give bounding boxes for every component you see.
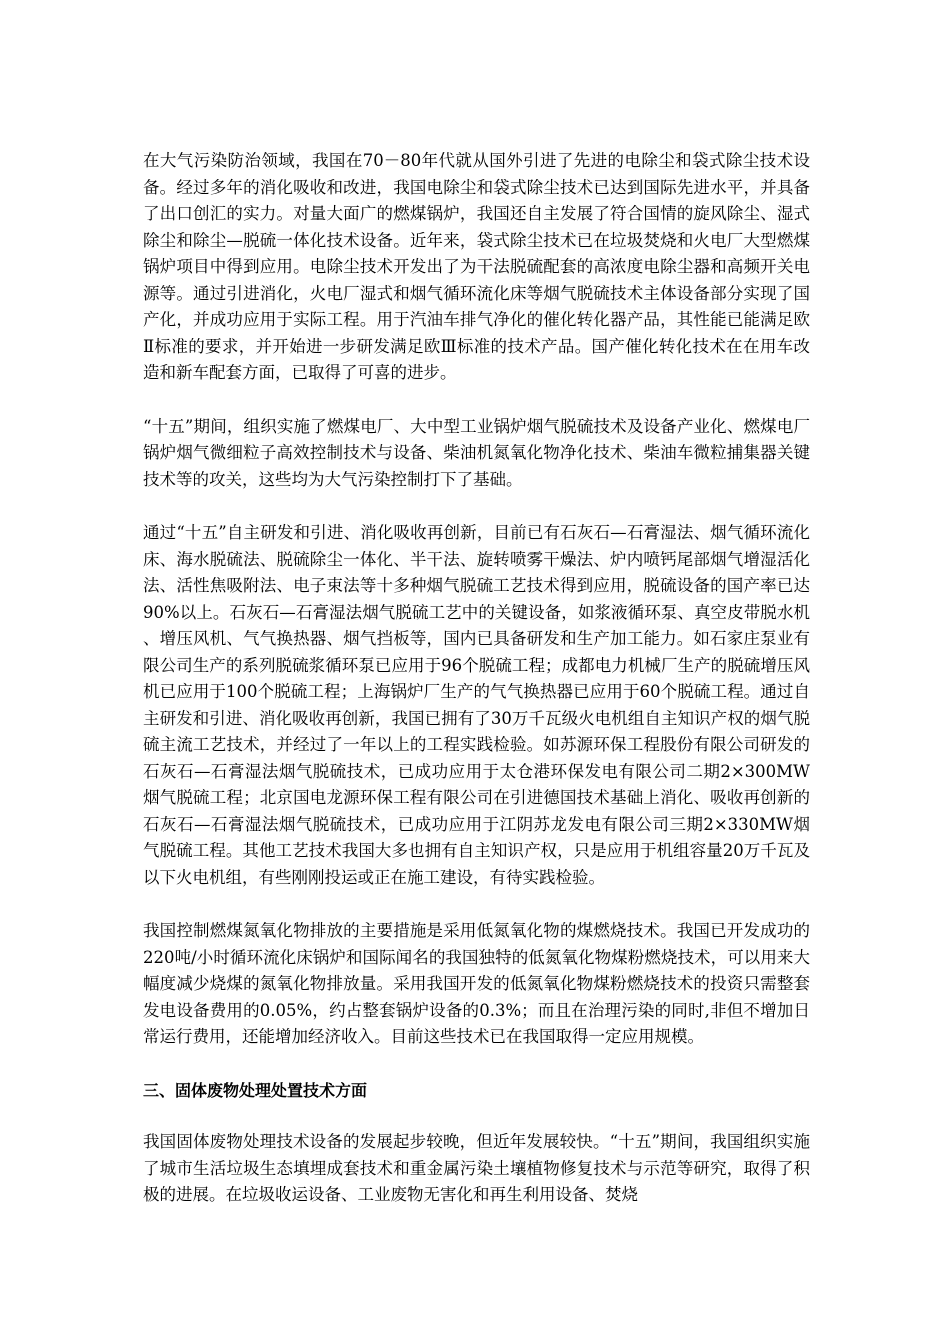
paragraph-nitrogen-oxide-control: 我国控制燃煤氮氧化物排放的主要措施是采用低氮氧化物的煤燃烧技术。我国已开发成功的220吨/小时循环流化床锅炉和国际闻名的我国独特的低氮氧化物煤粉燃烧技术，可以用来大幅度减少烧煤的氮氧化物排放量。采用我国开发的低氮氧化物煤粉燃烧技术的投资只需整套发电设备费用的0.05%，约占整套锅炉设备的0.3%；而且在治理污染的同时,非但不增加日常运行费用，还能增加经济收入。目前这些技术已在我国取得一定应用规模。: [143, 921, 810, 1046]
paragraph-tenth-five-year-plan: “十五”期间，组织实施了燃煤电厂、大中型工业锅炉烟气脱硫技术及设备产业化、燃煤电厂锅炉烟气微细粒子高效控制技术与设备、柴油机氮氧化物净化技术、柴油车微粒捕集器关键技术等的攻关，这些均为大气污染控制打下了基础。: [143, 416, 810, 489]
paragraph-desulfurization-technology: 通过“十五”自主研发和引进、消化吸收再创新，目前已有石灰石—石膏湿法、烟气循环流化床、海水脱硫法、脱硫除尘一体化、半干法、旋转喷雾干燥法、炉内喷钙尾部烟气增湿活化法、活性焦吸附法、电子束法等十多种烟气脱硫工艺技术得到应用，脱硫设备的国产率已达90%以上。石灰石—石膏湿法烟气脱硫工艺中的关键设备，如浆液循环泵、真空皮带脱水机、增压风机、气气换热器、烟气挡板等，国内已具备研发和生产加工能力。如石家庄泵业有限公司生产的系列脱硫浆循环泵已应用于96个脱硫工程；成都电力机械厂生产的脱硫增压风机已应用于100个脱硫工程；上海锅炉厂生产的气气换热器已应用于60个脱硫工程。通过自主研发和引进、消化吸收再创新，我国已拥有了30万千瓦级火电机组自主知识产权的烟气脱硫主流工艺技术，并经过了一年以上的工程实践检验。如苏源环保工程股份有限公司研发的石灰石—石膏湿法烟气脱硫技术，已成功应用于太仓港环保发电有限公司二期2×300MW烟气脱硫工程；北京国电龙源环保工程有限公司在引进德国技术基础上消化、吸收再创新的石灰石—石膏湿法烟气脱硫技术，已成功应用于江阴苏龙发电有限公司三期2×330MW烟气脱硫工程。其他工艺技术我国大多也拥有自主知识产权，只是应用于机组容量20万千瓦及以下火电机组，有些刚刚投运或正在施工建设，有待实践检验。: [143, 523, 810, 887]
document-body: [143, 148, 810, 1236]
section-heading-solid-waste: 三、固体废物处理处置技术方面: [143, 1080, 368, 1100]
paragraph-air-pollution-dust-removal: 在大气污染防治领域，我国在70－80年代就从国外引进了先进的电除尘和袋式除尘技术设备。经过多年的消化吸收和改进，我国电除尘和袋式除尘技术已达到国际先进水平，并具备了出口创汇的实力。对量大面广的燃煤锅炉，我国还自主发展了符合国情的旋风除尘、湿式除尘和除尘—脱硫一体化技术设备。近年来，袋式除尘技术已在垃圾焚烧和火电厂大型燃煤锅炉项目中得到应用。电除尘技术开发出了为干法脱硫配套的高浓度电除尘器和高频开关电源等。通过引进消化，火电厂湿式和烟气循环流化床等烟气脱硫技术主体设备部分实现了国产化，并成功应用于实际工程。用于汽油车排气净化的催化转化器产品，其性能已能满足欧Ⅱ标准的要求，并开始进一步研发满足欧Ⅲ标准的技术产品。国产催化转化技术在在用车改造和新车配套方面，已取得了可喜的进步。: [143, 151, 810, 382]
paragraph-solid-waste-technology: 我国固体废物处理技术设备的发展起步较晚，但近年发展较快。“十五”期间，我国组织实施了城市生活垃圾生态填埋成套技术和重金属污染土壤植物修复技术与示范等研究，取得了积极的进展。在垃圾收运设备、工业废物无害化和再生利用设备、焚烧: [143, 1132, 810, 1204]
